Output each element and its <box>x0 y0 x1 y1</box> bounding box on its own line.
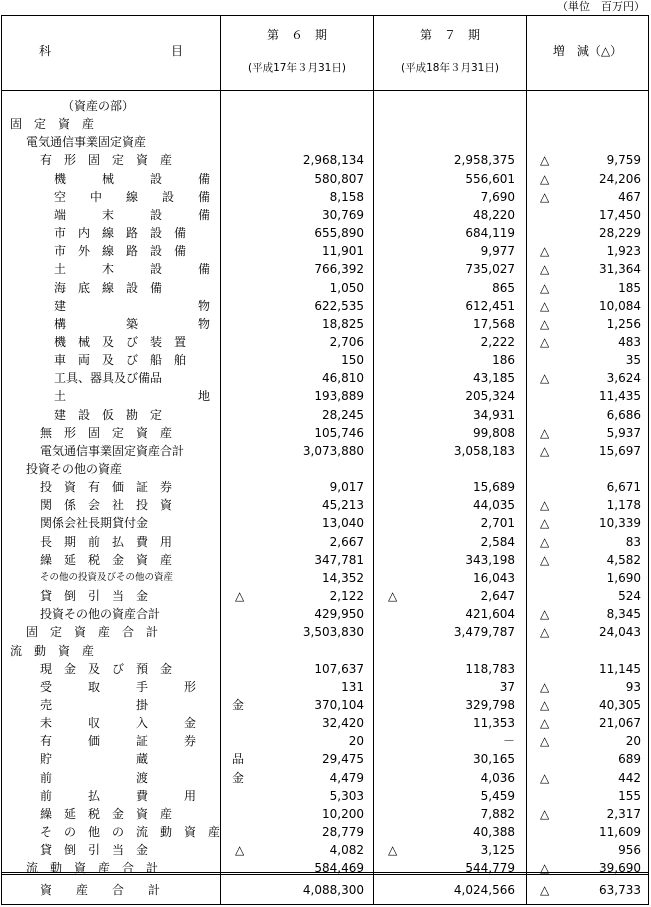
period6-value: 193,889 <box>314 389 364 404</box>
period7-value: 421,604 <box>465 607 515 622</box>
change-value: 3,624 <box>606 371 641 386</box>
table-row <box>2 206 648 224</box>
row-label: 海 底 線 設 備 <box>54 280 163 295</box>
period7-value: 3,058,183 <box>453 443 515 458</box>
change-value: 28,229 <box>599 226 641 241</box>
table-row <box>2 841 648 859</box>
total-row-section <box>2 872 648 907</box>
period7-value: 205,324 <box>465 389 515 404</box>
table-row <box>2 714 648 732</box>
table-row <box>2 787 648 805</box>
period7-value: 7,690 <box>480 189 515 204</box>
table-row <box>2 642 648 660</box>
table-row <box>2 387 648 405</box>
table-row <box>2 605 648 623</box>
period6-value: 30,769 <box>322 207 364 222</box>
period6-value: 107,637 <box>314 661 364 676</box>
table-row <box>2 170 648 188</box>
row-label: 未 収 入 金 <box>40 716 197 731</box>
change-value: 63,733 <box>599 883 641 897</box>
negative-mark: △ <box>540 280 550 295</box>
change-value: 39,690 <box>599 861 641 876</box>
negative-mark: △ <box>540 171 550 186</box>
change-value: 9,759 <box>606 153 641 168</box>
period6-value: 10,200 <box>322 806 364 821</box>
row-label: 投資その他の資産 <box>26 462 123 476</box>
change-value: 1,256 <box>606 316 641 331</box>
row-label: 市 内 線 路 設 備 <box>54 226 187 241</box>
row-label: 有 形 固 定 資 産 <box>40 153 173 168</box>
negative-mark: △ <box>540 244 550 259</box>
negative-mark: △ <box>540 679 550 694</box>
row-label: 流 動 資 産 <box>10 643 95 658</box>
table-row <box>2 660 648 678</box>
table-row <box>2 315 648 333</box>
change-value: 93 <box>625 679 641 694</box>
negative-mark: △ <box>540 371 550 386</box>
negative-mark: △ <box>540 425 550 440</box>
row-label: 土 地 <box>54 389 211 404</box>
row-label: 土 木 設 備 <box>54 262 211 277</box>
row-label: 投 資 有 価 証 券 <box>40 480 173 495</box>
table-row <box>2 533 648 551</box>
table-row <box>2 188 648 206</box>
row-label: 受 取 手 形 <box>40 679 197 694</box>
negative-mark: △ <box>540 189 550 204</box>
negative-mark: △ <box>540 334 550 349</box>
negative-mark: △ <box>388 843 398 858</box>
period6-value: 370,104 <box>314 697 364 712</box>
change-value: 6,671 <box>606 480 641 495</box>
row-label: 貯 蔵 品 <box>40 752 245 767</box>
row-label: （資産の部） <box>62 99 135 113</box>
negative-mark: △ <box>540 716 550 731</box>
row-label: 空 中 線 設 備 <box>54 189 211 204</box>
period7-value: 186 <box>492 353 515 368</box>
period7-value: 9,977 <box>480 244 515 259</box>
row-label: 端 末 設 備 <box>54 207 211 222</box>
row-label: 車 両 及 び 船 舶 <box>54 353 187 368</box>
negative-mark: △ <box>540 443 550 458</box>
period6-value: 2,122 <box>329 589 364 604</box>
change-value: 1,690 <box>606 570 641 585</box>
period7-value: 7,882 <box>480 806 515 821</box>
row-label: 前 払 費 用 <box>40 788 197 803</box>
period6-value: 8,158 <box>329 189 364 204</box>
row-label: 資 産 合 計 <box>40 883 161 897</box>
table-row <box>2 260 648 278</box>
negative-mark: △ <box>540 734 550 749</box>
period7-value: 2,701 <box>480 516 515 531</box>
period7-value: 43,185 <box>473 371 515 386</box>
change-value: 35 <box>625 353 641 368</box>
period7-value: 2,647 <box>480 589 515 604</box>
change-value: 6,686 <box>606 407 641 422</box>
period7-value: 612,451 <box>465 298 515 313</box>
period6-value: 3,503,830 <box>302 625 364 640</box>
negative-mark: △ <box>540 625 550 640</box>
row-label: 無 形 固 定 資 産 <box>40 425 173 440</box>
table-row <box>2 823 648 841</box>
table-row <box>2 696 648 714</box>
row-label: 固 定 資 産 <box>10 117 95 132</box>
negative-mark: △ <box>540 607 550 622</box>
row-label: 工具、器具及び備品 <box>54 371 163 386</box>
change-value: 155 <box>618 788 641 803</box>
header-item: 科 目 <box>38 44 183 58</box>
period7-value: 556,601 <box>465 171 515 186</box>
period7-value: 3,125 <box>480 843 515 858</box>
table-row <box>2 587 648 605</box>
negative-mark: △ <box>540 298 550 313</box>
table-row <box>2 369 648 387</box>
row-label: 機 械 及 び 装 置 <box>54 334 187 349</box>
period7-value: 544,779 <box>465 861 515 876</box>
period6-value: 3,073,880 <box>302 443 364 458</box>
header-period7-date: (平成18年３月31日) <box>401 62 499 74</box>
table-row <box>2 569 648 587</box>
period6-value: 4,479 <box>329 770 364 785</box>
change-value: 467 <box>618 189 641 204</box>
period7-value: 4,024,566 <box>453 883 515 897</box>
period6-value: 655,890 <box>314 226 364 241</box>
negative-mark: △ <box>540 552 550 567</box>
row-label: そ の 他 の 流 動 資 産 <box>40 825 221 839</box>
table-row <box>2 115 648 133</box>
change-value: 1,178 <box>606 498 641 513</box>
table-row <box>2 732 648 750</box>
change-value: 10,084 <box>599 298 641 313</box>
table-row <box>2 805 648 823</box>
period6-value: 2,706 <box>329 334 364 349</box>
change-value: 11,435 <box>599 389 641 404</box>
row-label: 繰 延 税 金 資 産 <box>40 806 173 821</box>
period6-value: 29,475 <box>322 752 364 767</box>
period7-value: 118,783 <box>465 661 515 676</box>
period6-value: 11,901 <box>322 244 364 259</box>
period6-value: 580,807 <box>314 171 364 186</box>
negative-mark: △ <box>235 843 245 858</box>
period6-value: 28,779 <box>322 825 364 839</box>
row-label: 建 物 <box>54 298 211 313</box>
period7-value: 48,220 <box>473 207 515 222</box>
row-label: 貸 倒 引 当 金 <box>40 843 149 858</box>
row-label: 固 定 資 産 合 計 <box>26 625 159 640</box>
table-header <box>2 16 648 91</box>
row-label: 関 係 会 社 投 資 <box>40 498 173 513</box>
table-row <box>2 769 648 787</box>
row-label: 貸 倒 引 当 金 <box>40 589 149 604</box>
change-value: 31,364 <box>599 262 641 277</box>
table-row <box>2 678 648 696</box>
period7-value: 16,043 <box>473 570 515 585</box>
period7-value: 329,798 <box>465 697 515 712</box>
period6-value: 131 <box>341 679 364 694</box>
period6-value: 622,535 <box>314 298 364 313</box>
row-label: 電気通信事業固定資産合計 <box>40 443 185 458</box>
period7-value: 2,222 <box>480 334 515 349</box>
change-value: 40,305 <box>599 697 641 712</box>
period6-value: 5,303 <box>329 788 364 803</box>
change-value: 185 <box>618 280 641 295</box>
change-value: 11,145 <box>599 661 641 676</box>
period7-value: 2,584 <box>480 534 515 549</box>
period7-value: 15,689 <box>473 480 515 495</box>
table-row-total <box>2 881 648 899</box>
change-value: 689 <box>618 752 641 767</box>
negative-mark: △ <box>540 516 550 531</box>
row-label: 長 期 前 払 費 用 <box>40 534 173 549</box>
change-value: 483 <box>618 334 641 349</box>
header-period6-title: 第 ６ 期 <box>266 28 327 42</box>
table-row <box>2 297 648 315</box>
negative-mark: △ <box>540 861 550 876</box>
change-value: 956 <box>618 843 641 858</box>
period7-value: 17,568 <box>473 316 515 331</box>
period7-value: 40,388 <box>473 825 515 839</box>
row-label: 繰 延 税 金 資 産 <box>40 552 173 567</box>
change-value: 24,206 <box>599 171 641 186</box>
negative-mark: △ <box>540 883 550 897</box>
change-value: 10,339 <box>599 516 641 531</box>
negative-mark: △ <box>388 589 398 604</box>
period6-value: 584,469 <box>314 861 364 876</box>
change-value: 8,345 <box>606 607 641 622</box>
period7-value: 684,119 <box>465 226 515 241</box>
period7-value: 3,479,787 <box>453 625 515 640</box>
period6-value: 13,040 <box>322 516 364 531</box>
negative-mark: △ <box>540 262 550 277</box>
table-row <box>2 623 648 641</box>
period6-value: 347,781 <box>314 552 364 567</box>
table-row <box>2 551 648 569</box>
change-value: 11,609 <box>599 825 641 839</box>
period6-value: 46,810 <box>322 371 364 386</box>
change-value: 24,043 <box>599 625 641 640</box>
row-label: 流 動 資 産 合 計 <box>26 861 159 876</box>
negative-mark: △ <box>540 697 550 712</box>
period6-value: 105,746 <box>314 425 364 440</box>
period6-value: 9,017 <box>329 480 364 495</box>
table-row <box>2 424 648 442</box>
period6-value: 4,088,300 <box>302 883 364 897</box>
row-label: 有 価 証 券 <box>40 734 197 749</box>
row-label: 売 掛 金 <box>40 697 245 712</box>
table-row <box>2 750 648 768</box>
table-row <box>2 133 648 151</box>
header-period6-date: (平成17年３月31日) <box>248 62 346 74</box>
negative-mark: △ <box>540 316 550 331</box>
period6-value: 2,968,134 <box>302 153 364 168</box>
change-value: 21,067 <box>599 716 641 731</box>
row-label: その他の投資及びその他の資産 <box>40 571 174 583</box>
period6-value: 4,082 <box>329 843 364 858</box>
period7-value: 37 <box>499 679 515 694</box>
negative-mark: △ <box>540 498 550 513</box>
change-value: 20 <box>625 734 641 749</box>
period7-value: 11,353 <box>473 716 515 731</box>
period6-value: 429,950 <box>314 607 364 622</box>
change-value: 524 <box>618 589 641 604</box>
period6-value: 766,392 <box>314 262 364 277</box>
period6-value: 2,667 <box>329 534 364 549</box>
negative-mark: △ <box>235 589 245 604</box>
period7-value: 99,808 <box>473 425 515 440</box>
period7-value: 5,459 <box>480 788 515 803</box>
period7-value: 34,931 <box>473 407 515 422</box>
period7-value: 4,036 <box>480 770 515 785</box>
period6-value: 28,245 <box>322 407 364 422</box>
table-row <box>2 460 648 478</box>
period7-value: 2,958,375 <box>453 153 515 168</box>
table-row <box>2 242 648 260</box>
change-value: 2,317 <box>606 806 641 821</box>
row-label: 電気通信事業固定資産 <box>26 135 147 150</box>
change-value: 4,582 <box>606 552 641 567</box>
table-row <box>2 97 648 115</box>
row-label: 投資その他の資産合計 <box>40 607 161 622</box>
period7-value: 30,165 <box>473 752 515 767</box>
table-row <box>2 224 648 242</box>
row-label: 構 築 物 <box>54 316 211 331</box>
period6-value: 14,352 <box>322 570 364 585</box>
row-label: 前 渡 金 <box>40 770 245 785</box>
row-label: 建 設 仮 勘 定 <box>54 407 163 422</box>
table-row <box>2 279 648 297</box>
table-row <box>2 478 648 496</box>
change-value: 17,450 <box>599 207 641 222</box>
change-value: 442 <box>618 770 641 785</box>
negative-mark: △ <box>540 534 550 549</box>
period6-value: 45,213 <box>322 498 364 513</box>
period6-value: 150 <box>341 353 364 368</box>
header-change: 増 減（△） <box>552 44 623 58</box>
table-row <box>2 351 648 369</box>
period7-value: 343,198 <box>465 552 515 567</box>
period6-value: 20 <box>348 734 364 749</box>
row-label: 現 金 及 び 預 金 <box>40 661 173 676</box>
table-row <box>2 496 648 514</box>
negative-mark: △ <box>540 806 550 821</box>
row-label: 機 械 設 備 <box>54 171 211 186</box>
period7-value: 735,027 <box>465 262 515 277</box>
change-value: 83 <box>625 534 641 549</box>
balance-sheet-table <box>1 15 649 905</box>
change-value: 1,923 <box>606 244 641 259</box>
row-label: 関係会社長期貸付金 <box>40 516 149 531</box>
table-row <box>2 151 648 169</box>
period6-value: 32,420 <box>322 716 364 731</box>
negative-mark: △ <box>540 770 550 785</box>
header-period7-title: 第 ７ 期 <box>419 28 480 42</box>
change-value: 15,697 <box>599 443 641 458</box>
period7-value: － <box>502 734 515 749</box>
unit-note: （単位 百万円） <box>557 0 645 13</box>
change-value: 5,937 <box>606 425 641 440</box>
period6-value: 18,825 <box>322 316 364 331</box>
period7-value: 865 <box>492 280 515 295</box>
table-row <box>2 514 648 532</box>
table-row <box>2 333 648 351</box>
negative-mark: △ <box>540 153 550 168</box>
period6-value: 1,050 <box>329 280 364 295</box>
row-label: 市 外 線 路 設 備 <box>54 244 187 259</box>
period7-value: 44,035 <box>473 498 515 513</box>
table-row <box>2 442 648 460</box>
table-row <box>2 406 648 424</box>
